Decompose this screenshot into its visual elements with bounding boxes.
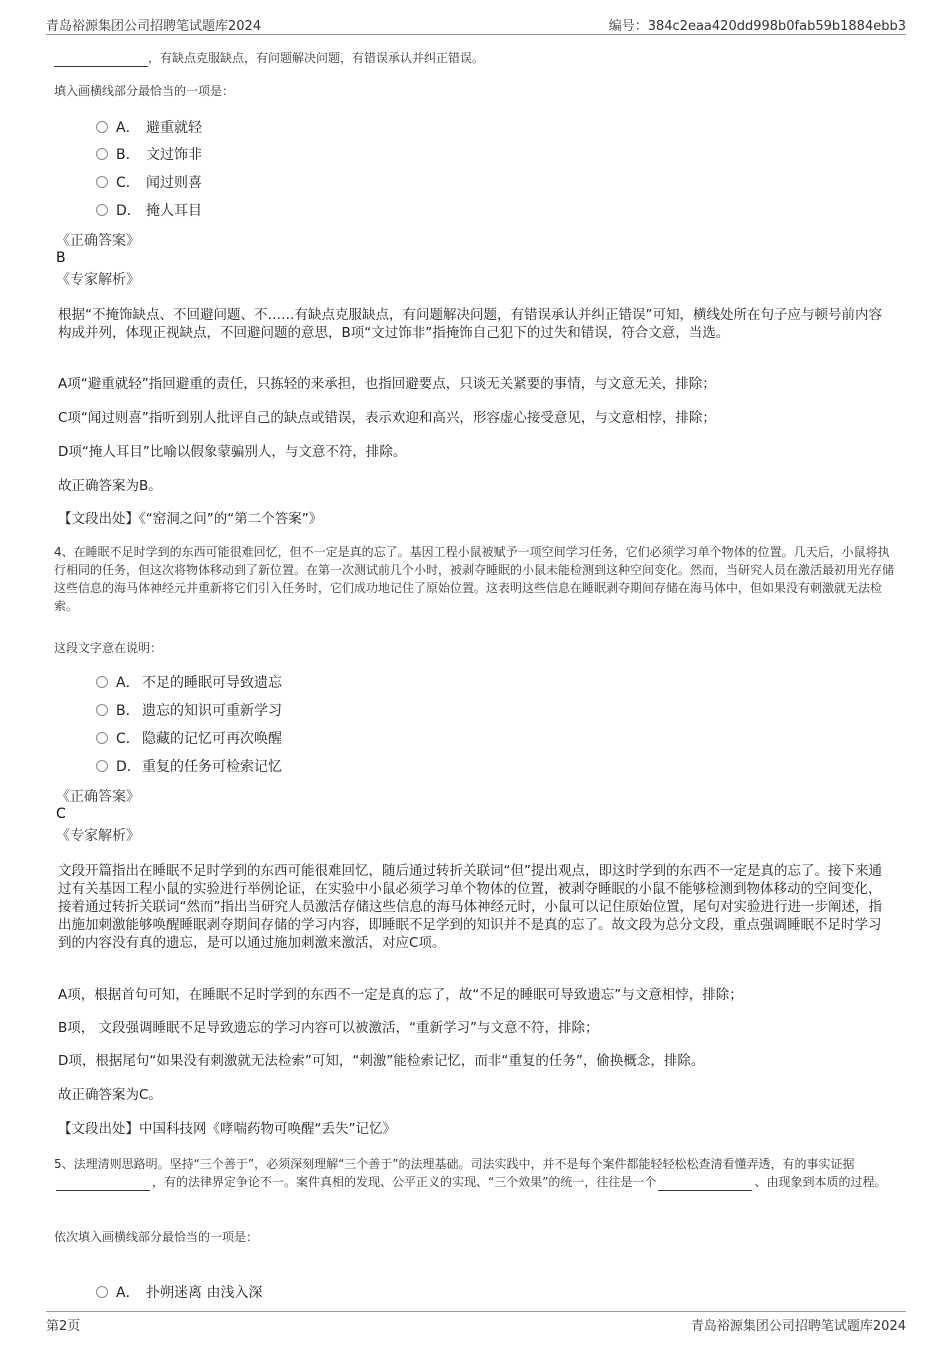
- option-text: 隐藏的记忆可再次唤醒: [142, 731, 282, 747]
- q4-analysis-3: B项， 文段强调睡眠不足导致遗忘的学习内容可以被激活，“重新学习”与文意不符，排除；: [58, 1020, 599, 1036]
- q4-option-c[interactable]: [96, 729, 282, 749]
- q5-blank-2: [658, 1176, 752, 1191]
- q3-blank: [54, 52, 148, 67]
- q5-stem-text-3: 、由现象到本质的过程。: [754, 1175, 887, 1189]
- option-text: 避重就轻: [146, 120, 202, 136]
- radio-icon[interactable]: [96, 704, 108, 716]
- header-title: 青岛裕源集团公司招聘笔试题库2024: [46, 19, 262, 34]
- radio-icon[interactable]: [96, 676, 108, 688]
- radio-icon[interactable]: [96, 176, 108, 188]
- q3-prompt: 填入画横线部分最恰当的一项是：: [54, 84, 235, 98]
- q3-analysis-5: 故正确答案为B。: [58, 478, 162, 494]
- option-text: 扑朔迷离 由浅入深: [146, 1285, 263, 1301]
- option-text: 文过饰非: [146, 147, 202, 163]
- option-letter: A．: [116, 120, 140, 136]
- q3-answer: B: [56, 250, 66, 266]
- option-text: 掩人耳目: [146, 203, 202, 219]
- q5-prompt: 依次填入画横线部分最恰当的一项是：: [54, 1230, 259, 1244]
- q4-analysis-2: A项，根据首句可知，在睡眠不足时学到的东西不一定是真的忘了，故“不足的睡眠可导致遗忘”与文意相悖，排除；: [58, 987, 743, 1003]
- radio-icon[interactable]: [96, 148, 108, 160]
- q3-option-b[interactable]: [96, 145, 202, 165]
- option-text: 闻过则喜: [146, 175, 202, 191]
- q3-option-a[interactable]: [96, 118, 202, 138]
- q3-stem-text: ，有缺点克服缺点，有问题解决问题，有错误承认并纠正错误。: [148, 51, 485, 65]
- q3-analysis-4: D项“掩人耳目”比喻以假象蒙骗别人，与文意不符，排除。: [58, 444, 407, 460]
- q4-option-a[interactable]: [96, 673, 282, 693]
- q4-prompt: 这段文字意在说明：: [54, 641, 163, 655]
- q3-analysis-label: 《专家解析》: [56, 272, 140, 288]
- q4-answer-label: 《正确答案》: [56, 789, 140, 805]
- option-letter: C．: [116, 175, 140, 191]
- q3-answer-label: 《正确答案》: [56, 233, 140, 249]
- option-letter: A．: [116, 675, 140, 691]
- q5-option-a[interactable]: [96, 1283, 262, 1303]
- footer-page: 第2页: [46, 1319, 81, 1334]
- q3-source: 【文段出处】《“窑洞之问”的“第二个答案”》: [58, 511, 323, 527]
- option-letter: B．: [116, 147, 140, 163]
- option-letter: D．: [116, 203, 141, 219]
- option-letter: C．: [116, 731, 140, 747]
- q3-analysis-3: C项“闻过则喜”指听到别人批评自己的缺点或错误，表示欢迎和高兴，形容虚心接受意见，与文意相悖，排除；: [58, 410, 716, 426]
- q4-analysis-4: D项，根据尾句“如果没有刺激就无法检索”可知，“刺激”能检索记忆，而非“重复的任务”，偷换概念，排除。: [58, 1053, 705, 1069]
- radio-icon[interactable]: [96, 760, 108, 772]
- q4-source: 【文段出处】中国科技网《哮喘药物可唤醒“丢失”记忆》: [58, 1121, 396, 1137]
- q4-option-d[interactable]: [96, 757, 282, 777]
- option-letter: A．: [116, 1285, 140, 1301]
- q3-analysis-1: 根据“不掩饰缺点、不回避问题、不……有缺点克服缺点，有问题解决问题，有错误承认并纠正错误”可知，横线处所在句子应与顿号前内容构成并列，体现正视缺点，不回避问题的意思，B项“文过饰非”指掩饰自己犯下的过失和错误，符合文意，当选。: [58, 307, 882, 341]
- option-letter: B．: [116, 703, 140, 719]
- q5-blank-1: [56, 1176, 150, 1191]
- q3-stem: [54, 49, 896, 67]
- option-text: 不足的睡眠可导致遗忘: [142, 675, 282, 691]
- footer-title: 青岛裕源集团公司招聘笔试题库2024: [690, 1319, 906, 1334]
- radio-icon[interactable]: [96, 1286, 108, 1298]
- q4-analysis-5: 故正确答案为C。: [58, 1087, 162, 1103]
- q5-stem-text-2: ，有的法律界定争论不一。案件真相的发现、公平正义的实现、“三个效果”的统一，往往是一个: [152, 1175, 657, 1189]
- page-header: [46, 12, 906, 35]
- q5-stem: [54, 1155, 894, 1191]
- q3-option-d[interactable]: [96, 201, 202, 221]
- radio-icon[interactable]: [96, 204, 108, 216]
- q4-stem: 4、在睡眠不足时学到的东西可能很难回忆，但不一定是真的忘了。基因工程小鼠被赋予一项空间学习任务，它们必须学习单个物体的位置。几天后，小鼠将执行相同的任务，但这次将物体移动到了新位置。在第一次测试前几个小时，被剥夺睡眠的小鼠未能检测到这种空间变化。然而，当研究人员在激活最初用光存储这些信息的海马体神经元并重新将它们引入任务时，它们成功地记住了原始位置。这表明这些信息在睡眠剥夺期间存储在海马体中，但如果没有刺激就无法检索。: [54, 545, 895, 613]
- option-text: 遗忘的知识可重新学习: [142, 703, 282, 719]
- page-footer: [46, 1311, 906, 1336]
- q3-option-c[interactable]: [96, 173, 202, 193]
- q4-answer: C: [56, 806, 66, 822]
- q4-analysis-1: 文段开篇指出在睡眠不足时学到的东西可能很难回忆，随后通过转折关联词“但”提出观点，即这时学到的东西不一定是真的忘了。接下来通过有关基因工程小鼠的实验进行举例论证，在实验中小鼠必须学习单个物体的位置，被剥夺睡眠的小鼠不能够检测到物体移动的空间变化，接着通过转折关联词“然而”指出当研究人员激活存储这些信息的海马体神经元时，小鼠可以记住原始位置，尾句对实验进行进一步阐述，指出施加刺激能够唤醒睡眠剥夺期间存储的学习内容，即睡眠不足学到的知识并不是真的忘了。故文段为总分文段，重点强调睡眠不足时学习到的内容没有真的遗忘，是可以通过施加刺激来激活，对应C项。: [58, 863, 882, 951]
- option-text: 重复的任务可检索记忆: [142, 759, 282, 775]
- q4-analysis-label: 《专家解析》: [56, 828, 140, 844]
- q5-stem-text-1: 5、法理清则思路明。坚持“三个善于”，必须深刻理解“三个善于”的法理基础。司法实践中，并不是每个案件都能轻轻松松查清看懂弄透，有的事实证据: [54, 1157, 855, 1171]
- radio-icon[interactable]: [96, 732, 108, 744]
- q3-analysis-2: A项“避重就轻”指回避重的责任，只拣轻的来承担，也指回避要点，只谈无关紧要的事情，与文意无关，排除；: [58, 376, 716, 392]
- radio-icon[interactable]: [96, 121, 108, 133]
- option-letter: D．: [116, 759, 141, 775]
- header-code: 编号：384c2eaa420dd998b0fab59b1884ebb3: [608, 19, 906, 34]
- q4-option-b[interactable]: [96, 701, 282, 721]
